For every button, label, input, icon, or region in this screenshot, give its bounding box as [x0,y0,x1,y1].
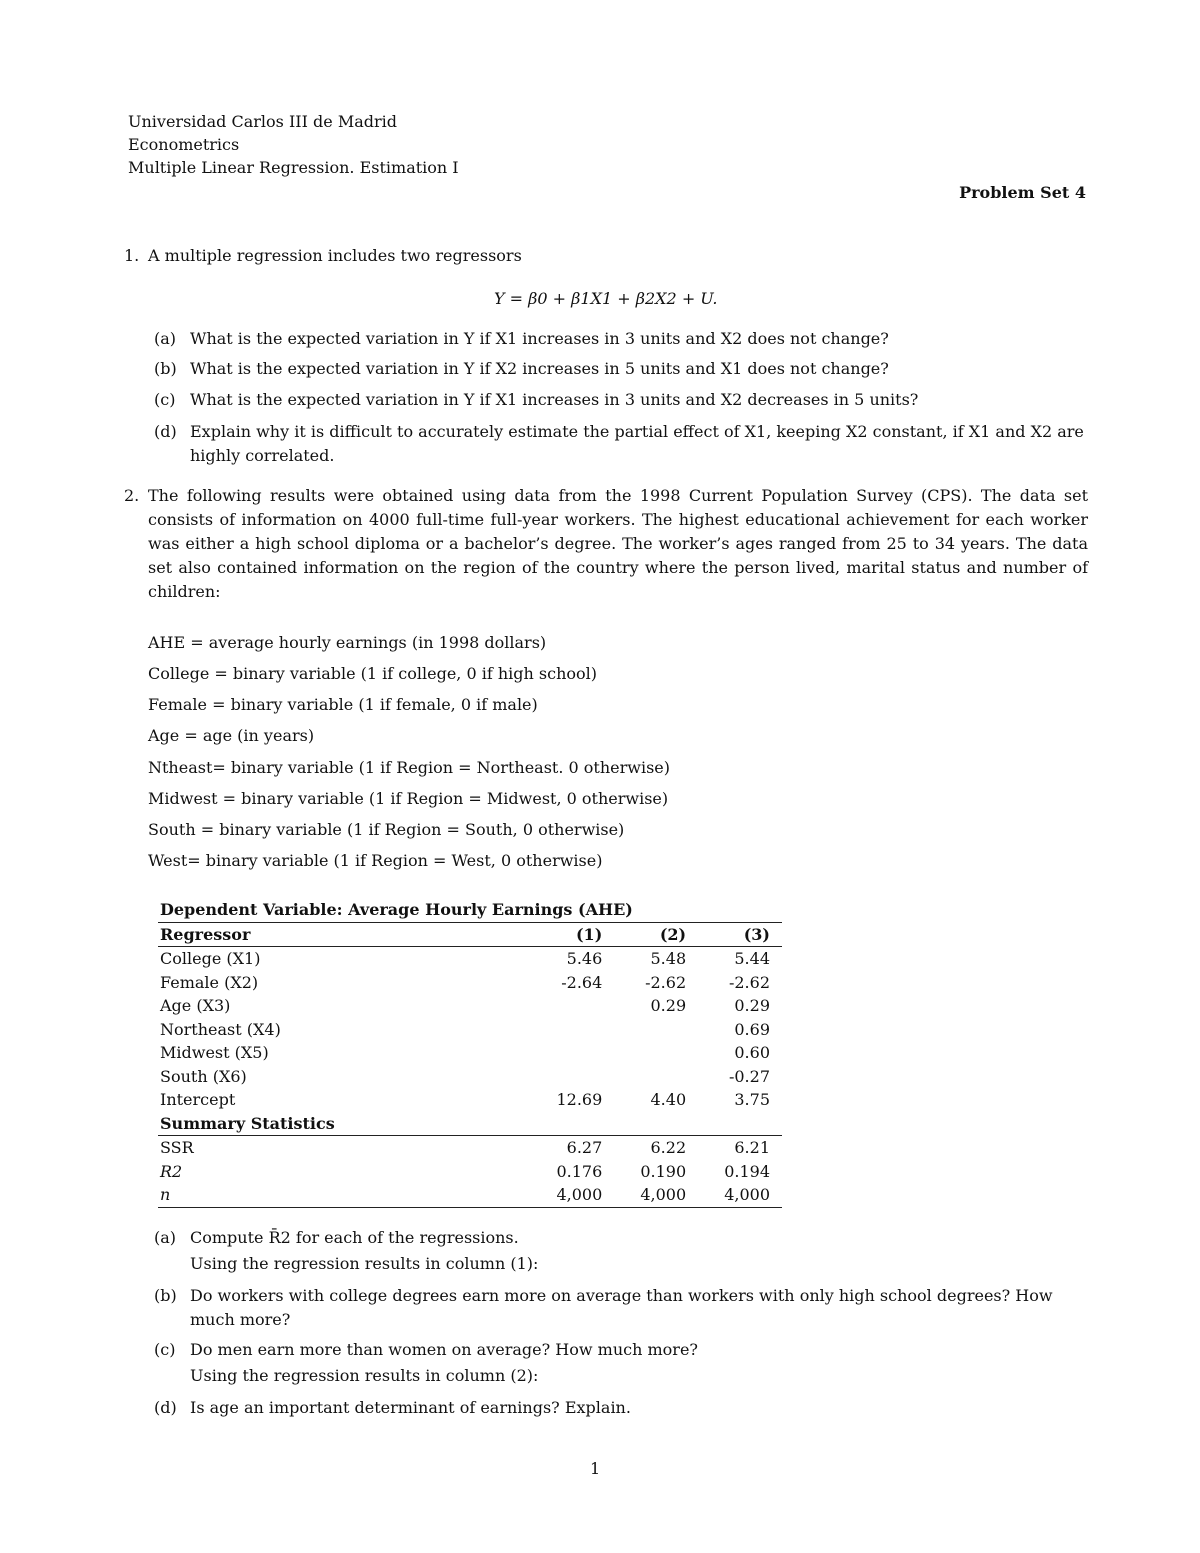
summary-title-row [158,1112,782,1136]
q2c-label: (c) [154,1340,176,1359]
definition-northeast: Ntheast= binary variable (1 if Region = Northeast. 0 otherwise) [148,758,670,777]
row-label: n [158,1183,481,1207]
definition-college: College = binary variable (1 if college, 0 if high school) [148,664,597,683]
q2d-label: (d) [154,1398,177,1417]
q1d-text: Explain why it is difficult to accurately estimate the partial effect of X1, keeping X2 constant, if X1 and X2 are highly correlated. [190,422,1084,465]
table-row [158,1065,782,1089]
table-header-row [158,922,782,947]
cell: 0.69 [734,1019,770,1039]
q2d-text: Is age an important determinant of earnings? Explain. [190,1398,631,1417]
cell [614,1018,698,1042]
q2c-text: Do men earn more than women on average? How much more? [190,1340,698,1359]
q1d-label: (d) [154,422,177,441]
definition-female: Female = binary variable (1 if female, 0 if male) [148,695,538,714]
course-name: Econometrics [128,135,240,154]
cell: 4,000 [614,1183,698,1207]
summary-title: Summary Statistics [158,1112,782,1136]
header-col-1: (1) [481,922,615,947]
q2a-text: Compute R̄2 for each of the regressions. [190,1228,519,1247]
definition-age: Age = age (in years) [148,726,315,745]
cell: 0.190 [640,1161,687,1181]
cell [481,1065,615,1089]
row-label: South (X6) [160,1066,247,1086]
definition-ahe: AHE = average hourly earnings (in 1998 dollars) [148,633,547,652]
cell [481,994,615,1018]
cell: -0.27 [728,1066,770,1086]
row-label: Female (X2) [160,972,259,992]
q2b-text: Do workers with college degrees earn more on average than workers with only high school degrees? How much more? [190,1286,1053,1329]
cell: 12.69 [556,1090,603,1109]
row-label: College (X1) [160,949,261,968]
definition-west: West= binary variable (1 if Region = West, 0 otherwise) [148,851,603,870]
university-name: Universidad Carlos III de Madrid [128,112,397,131]
cell: 0.60 [734,1043,770,1062]
table-row [158,1160,782,1184]
q1a-label: (a) [154,329,177,348]
q1-number: 1. [124,246,140,265]
cell: -2.62 [645,972,687,992]
cell: 6.27 [566,1138,603,1157]
definition-midwest: Midwest = binary variable (1 if Region = Midwest, 0 otherwise) [148,789,669,808]
cell [481,1041,615,1065]
cell: 0.29 [650,996,687,1015]
table-row [158,1041,782,1065]
q2b-label: (b) [154,1286,177,1305]
table-title-row [158,898,782,922]
definition-south: South = binary variable (1 if Region = South, 0 otherwise) [148,820,625,839]
cell: -2.64 [561,972,603,992]
q2-number: 2. [124,486,140,505]
q1a-text: What is the expected variation in Y if X1 increases in 3 units and X2 does not change? [190,329,889,348]
cell: 5.44 [734,949,770,968]
cell: 6.22 [650,1138,687,1157]
row-label: Midwest (X5) [160,1043,269,1062]
q2-intro: The following results were obtained using data from the 1998 Current Population Survey (CPS). The data set consists of information on 4000 full-time full-year workers. The highest educational achievement for each worker was either a high school diploma or a bachelor’s degree. The worker’s ages ranged from 25 to 34 years. The data set also contained information on the region of the country where the person lived, marital status and number of children: [148,486,1088,601]
q1b-label: (b) [154,359,177,378]
q1c-label: (c) [154,390,176,409]
header-col-2: (2) [614,922,698,947]
cell: 3.75 [734,1090,770,1109]
cell: 4.40 [650,1090,687,1109]
cell: 4,000 [698,1183,782,1207]
row-label: Age (X3) [160,996,231,1015]
cell [614,1065,698,1089]
regression-table [158,898,782,1208]
cell: -2.62 [728,972,770,992]
table-row [158,994,782,1018]
row-label: Northeast (X4) [160,1019,281,1039]
table-title: Dependent Variable: Average Hourly Earnings (AHE) [160,900,633,919]
cell: 5.46 [566,949,603,968]
table-row [158,971,782,995]
q2-note-column-1: Using the regression results in column (1): [190,1254,539,1273]
q1c-text: What is the expected variation in Y if X1 increases in 3 units and X2 decreases in 5 units? [190,390,919,409]
cell [614,1041,698,1065]
row-label: Intercept [160,1090,236,1109]
page-number: 1 [590,1459,601,1478]
row-label: R2 [160,1161,183,1181]
table-row [158,1088,782,1112]
table-row [158,1183,782,1207]
cell: 5.48 [650,949,687,968]
problem-set-title: Problem Set 4 [959,183,1086,202]
q2a-label: (a) [154,1228,177,1247]
cell [481,1018,615,1042]
cell: 0.194 [724,1161,770,1181]
cell: 0.29 [734,996,770,1015]
q1-equation: Y = β0 + β1X1 + β2X2 + U. [494,289,718,308]
cell: 4,000 [481,1183,615,1207]
row-label: SSR [160,1138,194,1157]
header-col-3: (3) [698,922,782,947]
table-row [158,1136,782,1160]
cell: 6.21 [734,1138,770,1157]
table-row [158,947,782,971]
q1-intro: A multiple regression includes two regressors [148,246,522,265]
header-regressor: Regressor [158,922,481,947]
table-row [158,1018,782,1042]
cell: 0.176 [556,1161,603,1181]
topic-title: Multiple Linear Regression. Estimation I [128,158,459,177]
q1b-text: What is the expected variation in Y if X2 increases in 5 units and X1 does not change? [190,359,889,378]
q2-note-column-2: Using the regression results in column (2): [190,1366,539,1385]
